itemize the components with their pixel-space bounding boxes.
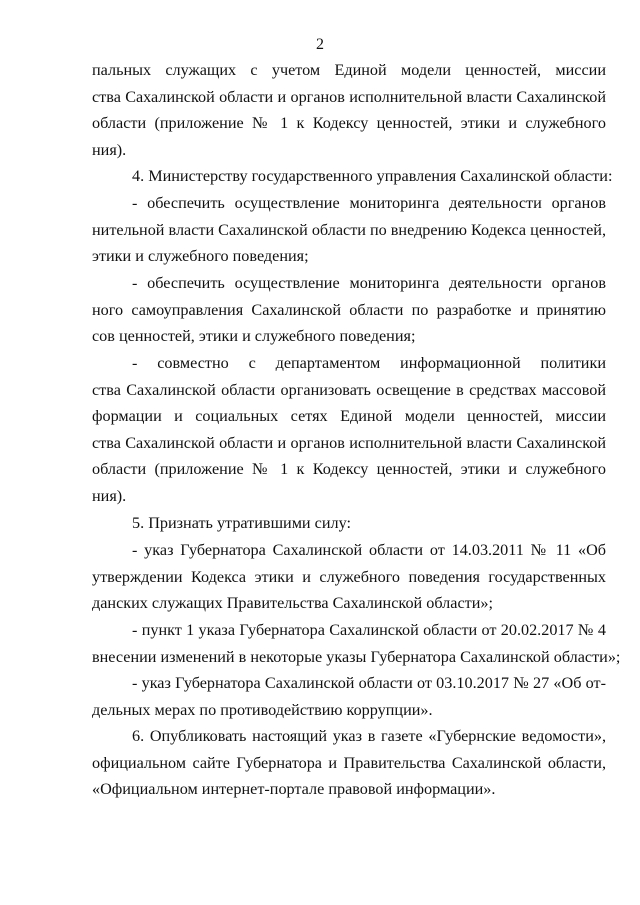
text-line: 5. Признать утратившими силу: — [132, 514, 351, 532]
text-line: - указ Губернатора Сахалинской области от 14.03.2011 № 11 «Об — [132, 541, 606, 559]
text-line: 6. Опубликовать настоящий указ в газете «Губернские ведомости», — [132, 727, 606, 745]
text-line: ного самоуправления Сахалинской области по разработке и принятию — [92, 300, 606, 319]
text-line: - совместно с департаментом информационной политики — [132, 354, 606, 372]
paragraph — [92, 270, 606, 350]
text-line: пальных служащих с учетом Единой модели ценностей, миссии — [92, 61, 606, 79]
paragraph — [92, 350, 606, 509]
text-line: ства Сахалинской области и органов исполнительной власти Сахалинской — [92, 433, 606, 452]
paragraph — [92, 617, 621, 670]
paragraph — [92, 670, 606, 723]
text-line: ния). — [92, 486, 127, 505]
text-line: - обеспечить осуществление мониторинга деятельности органов — [132, 274, 606, 292]
paragraph — [92, 57, 606, 163]
text-line: - указ Губернатора Сахалинской области от 03.10.2017 № 27 «Об от- — [132, 674, 606, 692]
text-line: официальном сайте Губернатора и Правительства Сахалинской области, — [92, 753, 606, 772]
text-line: дельных мерах по противодействию коррупции». — [92, 700, 433, 719]
text-line: сов ценностей, этики и служебного поведения; — [92, 327, 416, 345]
text-line: данских служащих Правительства Сахалинской области»; — [92, 594, 493, 612]
text-line: области (приложение № 1 к Кодексу ценностей, этики и служебного — [92, 460, 606, 478]
text-line: - обеспечить осуществление мониторинга деятельности органов — [132, 194, 606, 212]
text-line: нительной власти Сахалинской области по внедрению Кодекса ценностей, — [92, 220, 606, 239]
text-line: внесении изменений в некоторые указы Губернатора Сахалинской области»; — [92, 647, 621, 666]
text-line: «Официальном интернет-портале правовой информации». — [92, 780, 496, 798]
text-line: 4. Министерству государственного управления Сахалинской области: — [132, 167, 613, 185]
text-line: области (приложение № 1 к Кодексу ценностей, этики и служебного — [92, 114, 606, 132]
paragraph — [92, 163, 613, 190]
page-number: 2 — [316, 36, 324, 53]
text-line: ния). — [92, 140, 127, 159]
text-line: утверждении Кодекса этики и служебного поведения государственных — [92, 567, 606, 586]
paragraph — [92, 190, 606, 270]
paragraph — [92, 510, 606, 537]
text-line: формации и социальных сетях Единой модели ценностей, миссии — [92, 407, 606, 425]
paragraph — [92, 723, 606, 803]
text-line: - пункт 1 указа Губернатора Сахалинской области от 20.02.2017 № 4 — [132, 621, 606, 639]
text-line: ства Сахалинской области организовать освещение в средствах массовой — [92, 380, 606, 399]
text-line: этики и служебного поведения; — [92, 247, 309, 265]
text-line: ства Сахалинской области и органов исполнительной власти Сахалинской — [92, 87, 606, 106]
paragraph — [92, 537, 606, 617]
